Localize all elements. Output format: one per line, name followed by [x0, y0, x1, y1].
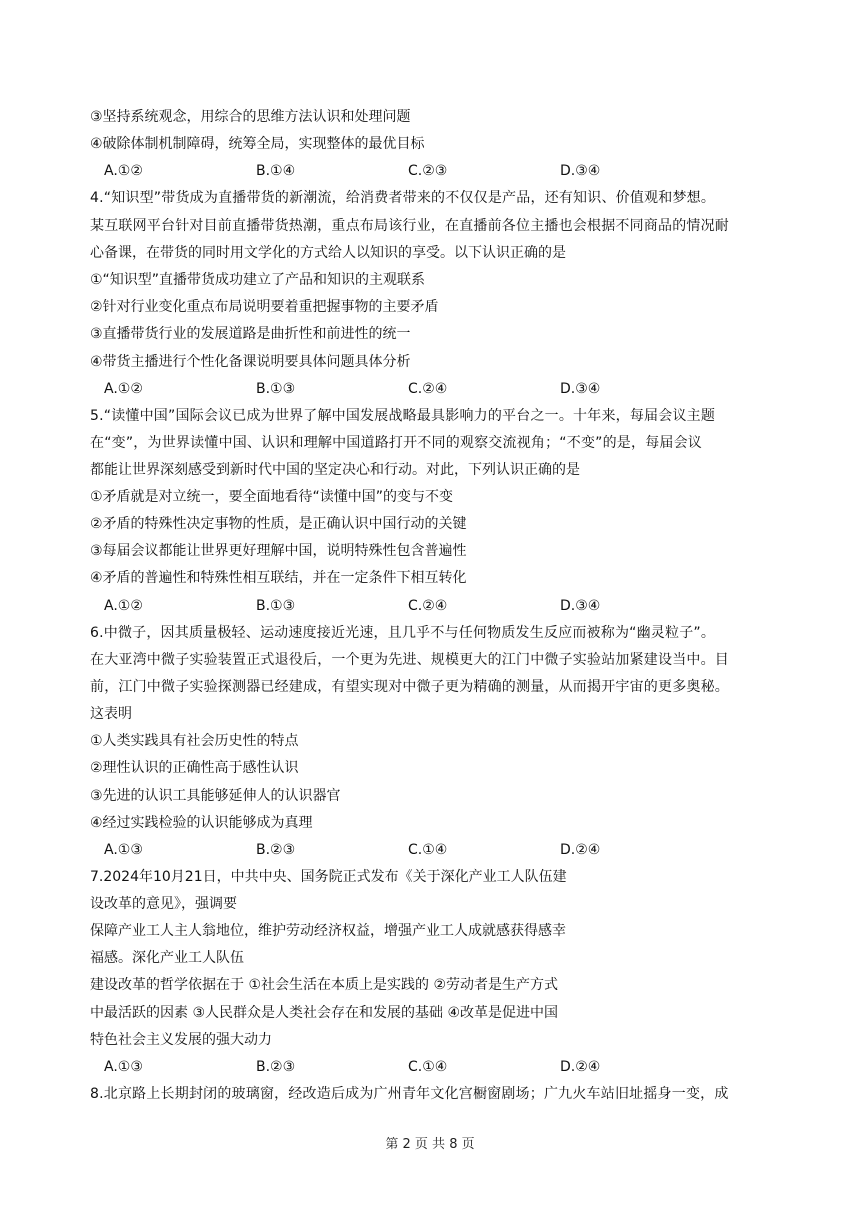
statement-4: ④矛盾的普遍性和特殊性相互联结，并在一定条件下相互转化: [90, 570, 467, 586]
statement-2: ②针对行业变化重点布局说明要着重把握事物的主要矛盾: [90, 299, 439, 315]
question-4-text: 心备课，在带货的同时用文学化的方式给人以知识的享受。以下认识正确的是: [90, 245, 566, 261]
question-7-text: 建设改革的哲学依据在于 ①社会生活在本质上是实践的 ②劳动者是生产方式: [90, 977, 559, 993]
question-7-text: 福感。深化产业工人队伍: [90, 950, 244, 966]
options-q5: [104, 596, 744, 616]
option-a[interactable]: A.①②: [104, 163, 143, 179]
option-a[interactable]: A.①③: [104, 1059, 143, 1075]
options-q7: [104, 1057, 744, 1077]
statement-1: ①“知识型”直播带货成功建立了产品和知识的主观联系: [90, 272, 426, 288]
options-q6: [104, 840, 744, 860]
question-6-text: 前，江门中微子实验探测器已经建成，有望实现对中微子更为精确的测量，从而揭开宇宙的更多奥秘。: [90, 679, 729, 695]
option-b[interactable]: B.②③: [256, 842, 296, 858]
option-d[interactable]: D.③④: [560, 163, 601, 179]
question-6-text: 6.中微子，因其质量极轻、运动速度接近光速，且几乎不与任何物质发生反应而被称为“幽灵粒子”。: [90, 625, 716, 641]
question-7-text: 7.2024年10月21日，中共中央、国务院正式发布《关于深化产业工人队伍建: [90, 869, 567, 885]
option-a[interactable]: A.①③: [104, 842, 143, 858]
option-c[interactable]: C.②③: [408, 163, 448, 179]
statement-3: ③每届会议都能让世界更好理解中国，说明特殊性包含普遍性: [90, 543, 467, 559]
statement-2: ②理性认识的正确性高于感性认识: [90, 760, 299, 776]
option-b[interactable]: B.②③: [256, 1059, 296, 1075]
question-7-text: 中最活跃的因素 ③人民群众是人类社会存在和发展的基础 ④改革是促进中国: [90, 1005, 559, 1021]
statement-4: ④破除体制机制障碍，统筹全局，实现整体的最优目标: [90, 136, 425, 152]
statement-3: ③先进的认识工具能够延伸人的认识器官: [90, 788, 341, 804]
option-a[interactable]: A.①②: [104, 381, 143, 397]
option-b[interactable]: B.①④: [256, 163, 296, 179]
question-4-text: 某互联网平台针对目前直播带货热潮，重点布局该行业，在直播前各位主播也会根据不同商品的情况耐: [90, 218, 729, 234]
question-4-text: 4.“知识型”带货成为直播带货的新潮流，给消费者带来的不仅仅是产品，还有知识、价值观和梦想。: [90, 190, 716, 206]
statement-1: ①人类实践具有社会历史性的特点: [90, 733, 299, 749]
option-b[interactable]: B.①③: [256, 381, 296, 397]
statement-3: ③直播带货行业的发展道路是曲折性和前进性的统一: [90, 326, 411, 342]
option-d[interactable]: D.③④: [560, 381, 601, 397]
question-8-text: 8.北京路上长期封闭的玻璃窗，经改造后成为广州青年文化宫橱窗剧场；广九火车站旧址摇身一变，成: [90, 1086, 729, 1102]
option-d[interactable]: D.②④: [560, 1059, 601, 1075]
question-5-text: 5.“读懂中国”国际会议已成为世界了解中国发展战略最具影响力的平台之一。十年来，每届会议主题: [90, 408, 716, 424]
option-a[interactable]: A.①②: [104, 598, 143, 614]
question-6-text: 在大亚湾中微子实验装置正式退役后，一个更为先进、规模更大的江门中微子实验站加紧建设当中。目: [90, 652, 729, 668]
options-q4: [104, 379, 744, 399]
question-5-text: 在“变”，为世界读懂中国、认识和理解中国道路打开不同的观察交流视角；“不变”的是，每届会议: [90, 435, 703, 451]
question-6-text: 这表明: [90, 706, 132, 722]
question-7-text: 设改革的意见》，强调要: [90, 896, 237, 912]
option-d[interactable]: D.②④: [560, 842, 601, 858]
statement-4: ④带货主播进行个性化备课说明要具体问题具体分析: [90, 354, 411, 370]
statement-2: ②矛盾的特殊性决定事物的性质，是正确认识中国行动的关键: [90, 516, 467, 532]
option-c[interactable]: C.②④: [408, 381, 448, 397]
page-footer: 第 2 页 共 8 页: [385, 1137, 475, 1152]
statement-3: ③坚持系统观念，用综合的思维方法认识和处理问题: [90, 109, 411, 125]
question-5-text: 都能让世界深刻感受到新时代中国的坚定决心和行动。对此，下列认识正确的是: [90, 462, 580, 478]
option-b[interactable]: B.①③: [256, 598, 296, 614]
question-7-text: 特色社会主义发展的强大动力: [90, 1032, 272, 1048]
option-d[interactable]: D.③④: [560, 598, 601, 614]
options-q3: [104, 161, 744, 181]
option-c[interactable]: C.①④: [408, 1059, 448, 1075]
question-7-text: 保障产业工人主人翁地位，维护劳动经济权益，增强产业工人成就感获得感幸: [90, 923, 566, 939]
statement-4: ④经过实践检验的认识能够成为真理: [90, 815, 313, 831]
statement-1: ①矛盾就是对立统一，要全面地看待“读懂中国”的变与不变: [90, 489, 454, 505]
option-c[interactable]: C.②④: [408, 598, 448, 614]
option-c[interactable]: C.①④: [408, 842, 448, 858]
